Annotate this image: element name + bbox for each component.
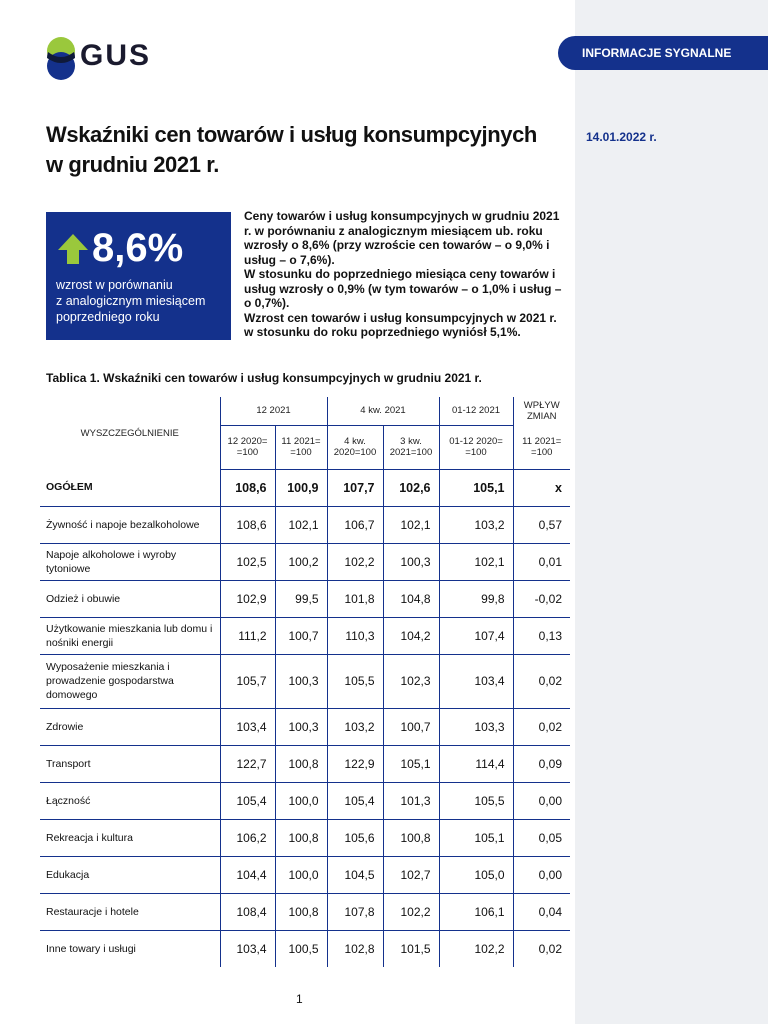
row-label: Zdrowie <box>40 708 220 745</box>
cell-value: 106,1 <box>439 893 513 930</box>
cell-value: 104,5 <box>327 856 383 893</box>
header-group-01-12-2021: 01-12 2021 <box>439 397 513 425</box>
table-row <box>40 708 570 745</box>
cell-value: 102,2 <box>383 893 439 930</box>
subheader-4: 3 kw. 2021=100 <box>383 425 439 469</box>
lead-paragraph-3: Wzrost cen towarów i usług konsumpcyjnych w 2021 r. w stosunku do roku poprzedniego wyniósł 5,1%. <box>244 310 557 339</box>
cell-value: 100,3 <box>275 654 327 708</box>
sidebar-panel <box>575 0 768 1024</box>
cell-value: 107,4 <box>439 617 513 654</box>
arrow-up-icon <box>56 232 90 266</box>
table-row <box>40 543 570 580</box>
cell-value: 100,5 <box>275 930 327 967</box>
cell-value: 108,6 <box>220 469 275 506</box>
cell-value: 103,4 <box>439 654 513 708</box>
kpi-box <box>46 212 231 340</box>
cell-value: 102,2 <box>439 930 513 967</box>
cell-value: 105,5 <box>327 654 383 708</box>
cell-value: 100,7 <box>383 708 439 745</box>
cell-value: 102,1 <box>439 543 513 580</box>
subheader-1: 12 2020= =100 <box>220 425 275 469</box>
cell-value: 108,4 <box>220 893 275 930</box>
cell-value: 102,5 <box>220 543 275 580</box>
table-row-total <box>40 469 570 506</box>
cell-value: 105,4 <box>327 782 383 819</box>
subheader-2: 11 2021= =100 <box>275 425 327 469</box>
title-line-2: w grudniu 2021 r. <box>46 152 219 177</box>
cell-value: 105,7 <box>220 654 275 708</box>
lead-paragraph-1: Ceny towarów i usług konsumpcyjnych w grudniu 2021 r. w porównaniu z analogicznym miesiącem ub. roku wzrosły o 8,6% (przy wzroście cen towarów – o 9,0% i usług – o 7,6%). <box>244 209 560 267</box>
logo-text: GUS <box>80 39 152 72</box>
cell-value: 100,0 <box>275 856 327 893</box>
cell-value: 100,3 <box>275 708 327 745</box>
cell-value: 102,1 <box>275 506 327 543</box>
cell-value: 102,2 <box>327 543 383 580</box>
cell-value: 0,00 <box>513 782 570 819</box>
kpi-desc-line-2: z analogicznym miesiącem <box>56 294 206 308</box>
cell-value: 102,7 <box>383 856 439 893</box>
subheader-5: 01-12 2020= =100 <box>439 425 513 469</box>
cell-value: 105,1 <box>383 745 439 782</box>
row-label: Łączność <box>40 782 220 819</box>
cell-value: 99,8 <box>439 580 513 617</box>
gus-logo <box>44 37 194 83</box>
cell-value: 106,2 <box>220 819 275 856</box>
table-row <box>40 506 570 543</box>
cell-value: 99,5 <box>275 580 327 617</box>
title-line-1: Wskaźniki cen towarów i usług konsumpcyjnych <box>46 122 537 147</box>
cell-value: -0,02 <box>513 580 570 617</box>
row-label: Użytkowanie mieszkania lub domu i nośniki energii <box>40 617 220 654</box>
cell-value: 102,8 <box>327 930 383 967</box>
publication-date: 14.01.2022 r. <box>586 130 657 144</box>
cell-value: 100,8 <box>275 893 327 930</box>
cell-value: 107,8 <box>327 893 383 930</box>
kpi-description <box>56 277 228 325</box>
lead-text <box>244 209 564 340</box>
table-row <box>40 893 570 930</box>
cell-value: 122,7 <box>220 745 275 782</box>
kpi-value: 8,6% <box>92 226 184 270</box>
row-label: Edukacja <box>40 856 220 893</box>
cell-value: 103,4 <box>220 930 275 967</box>
page-title <box>46 120 546 180</box>
cell-value: 105,4 <box>220 782 275 819</box>
cell-value: 104,4 <box>220 856 275 893</box>
cell-value: 0,04 <box>513 893 570 930</box>
table-row <box>40 580 570 617</box>
cell-value: 104,8 <box>383 580 439 617</box>
cell-value: 100,3 <box>383 543 439 580</box>
row-label: Rekreacja i kultura <box>40 819 220 856</box>
cell-value: 0,13 <box>513 617 570 654</box>
row-label: Napoje alkoholowe i wyroby tytoniowe <box>40 543 220 580</box>
cell-value: 108,6 <box>220 506 275 543</box>
table-row <box>40 819 570 856</box>
cell-value: 103,4 <box>220 708 275 745</box>
table-row <box>40 856 570 893</box>
row-label: Żywność i napoje bezalkoholowe <box>40 506 220 543</box>
cell-value: 102,1 <box>383 506 439 543</box>
cell-value: 105,5 <box>439 782 513 819</box>
cell-value: 105,1 <box>439 469 513 506</box>
gus-logo-icon <box>44 37 78 83</box>
cell-value: 101,5 <box>383 930 439 967</box>
cell-value: 100,8 <box>275 819 327 856</box>
cell-value: 103,2 <box>439 506 513 543</box>
subheader-6: 11 2021= =100 <box>513 425 570 469</box>
lead-paragraph-2: W stosunku do poprzedniego miesiąca ceny towarów i usług wzrosły o 0,9% (w tym towarów – o 1,0% i usług – o 0,7%). <box>244 267 562 310</box>
cell-value: 0,02 <box>513 654 570 708</box>
cell-value: 107,7 <box>327 469 383 506</box>
cell-value: 100,7 <box>275 617 327 654</box>
publication-type-badge: INFORMACJE SYGNALNE <box>558 36 768 70</box>
cell-value: 0,57 <box>513 506 570 543</box>
table-row <box>40 782 570 819</box>
cell-value: 106,7 <box>327 506 383 543</box>
cell-value: 103,3 <box>439 708 513 745</box>
cell-value: 0,05 <box>513 819 570 856</box>
header-group-12-2021: 12 2021 <box>220 397 327 425</box>
cell-value: 111,2 <box>220 617 275 654</box>
row-label: Transport <box>40 745 220 782</box>
kpi-desc-line-1: wzrost w porównaniu <box>56 278 173 292</box>
subheader-3: 4 kw. 2020=100 <box>327 425 383 469</box>
cell-value: 0,09 <box>513 745 570 782</box>
cell-value: 105,1 <box>439 819 513 856</box>
kpi-desc-line-3: poprzedniego roku <box>56 310 160 324</box>
cell-value: 101,3 <box>383 782 439 819</box>
cell-value: 0,00 <box>513 856 570 893</box>
cell-value: 104,2 <box>383 617 439 654</box>
row-label: Inne towary i usługi <box>40 930 220 967</box>
table-row <box>40 617 570 654</box>
row-label: OGÓŁEM <box>46 481 93 494</box>
cell-value: 101,8 <box>327 580 383 617</box>
header-wyszczegolnienie: WYSZCZEGÓLNIENIE <box>80 427 179 439</box>
cell-value: 100,9 <box>275 469 327 506</box>
header-group-wplyw-zmian: WPŁYW ZMIAN <box>513 397 570 425</box>
row-label: Restauracje i hotele <box>40 893 220 930</box>
table-caption: Tablica 1. Wskaźniki cen towarów i usług konsumpcyjnych w grudniu 2021 r. <box>46 371 482 385</box>
cell-value: 102,9 <box>220 580 275 617</box>
cell-value: 105,0 <box>439 856 513 893</box>
cell-value: 102,6 <box>383 469 439 506</box>
cell-value: 0,01 <box>513 543 570 580</box>
cell-value: 0,02 <box>513 930 570 967</box>
header-group-4kw-2021: 4 kw. 2021 <box>327 397 439 425</box>
table-row <box>40 930 570 967</box>
cell-value: 102,3 <box>383 654 439 708</box>
cell-value: 122,9 <box>327 745 383 782</box>
cell-value: 100,2 <box>275 543 327 580</box>
cell-value: 103,2 <box>327 708 383 745</box>
cell-value: 100,8 <box>383 819 439 856</box>
cell-value: 100,0 <box>275 782 327 819</box>
cell-value: 100,8 <box>275 745 327 782</box>
cell-value: 105,6 <box>327 819 383 856</box>
cell-value: 110,3 <box>327 617 383 654</box>
table-row <box>40 654 570 708</box>
row-label: Wyposażenie mieszkania i prowadzenie gospodarstwa domowego <box>40 654 220 708</box>
page-number: 1 <box>296 992 303 1006</box>
cell-value: 0,02 <box>513 708 570 745</box>
cell-value: 114,4 <box>439 745 513 782</box>
cell-value: x <box>513 469 570 506</box>
row-label: Odzież i obuwie <box>40 580 220 617</box>
price-index-table <box>40 397 570 967</box>
table-row <box>40 745 570 782</box>
